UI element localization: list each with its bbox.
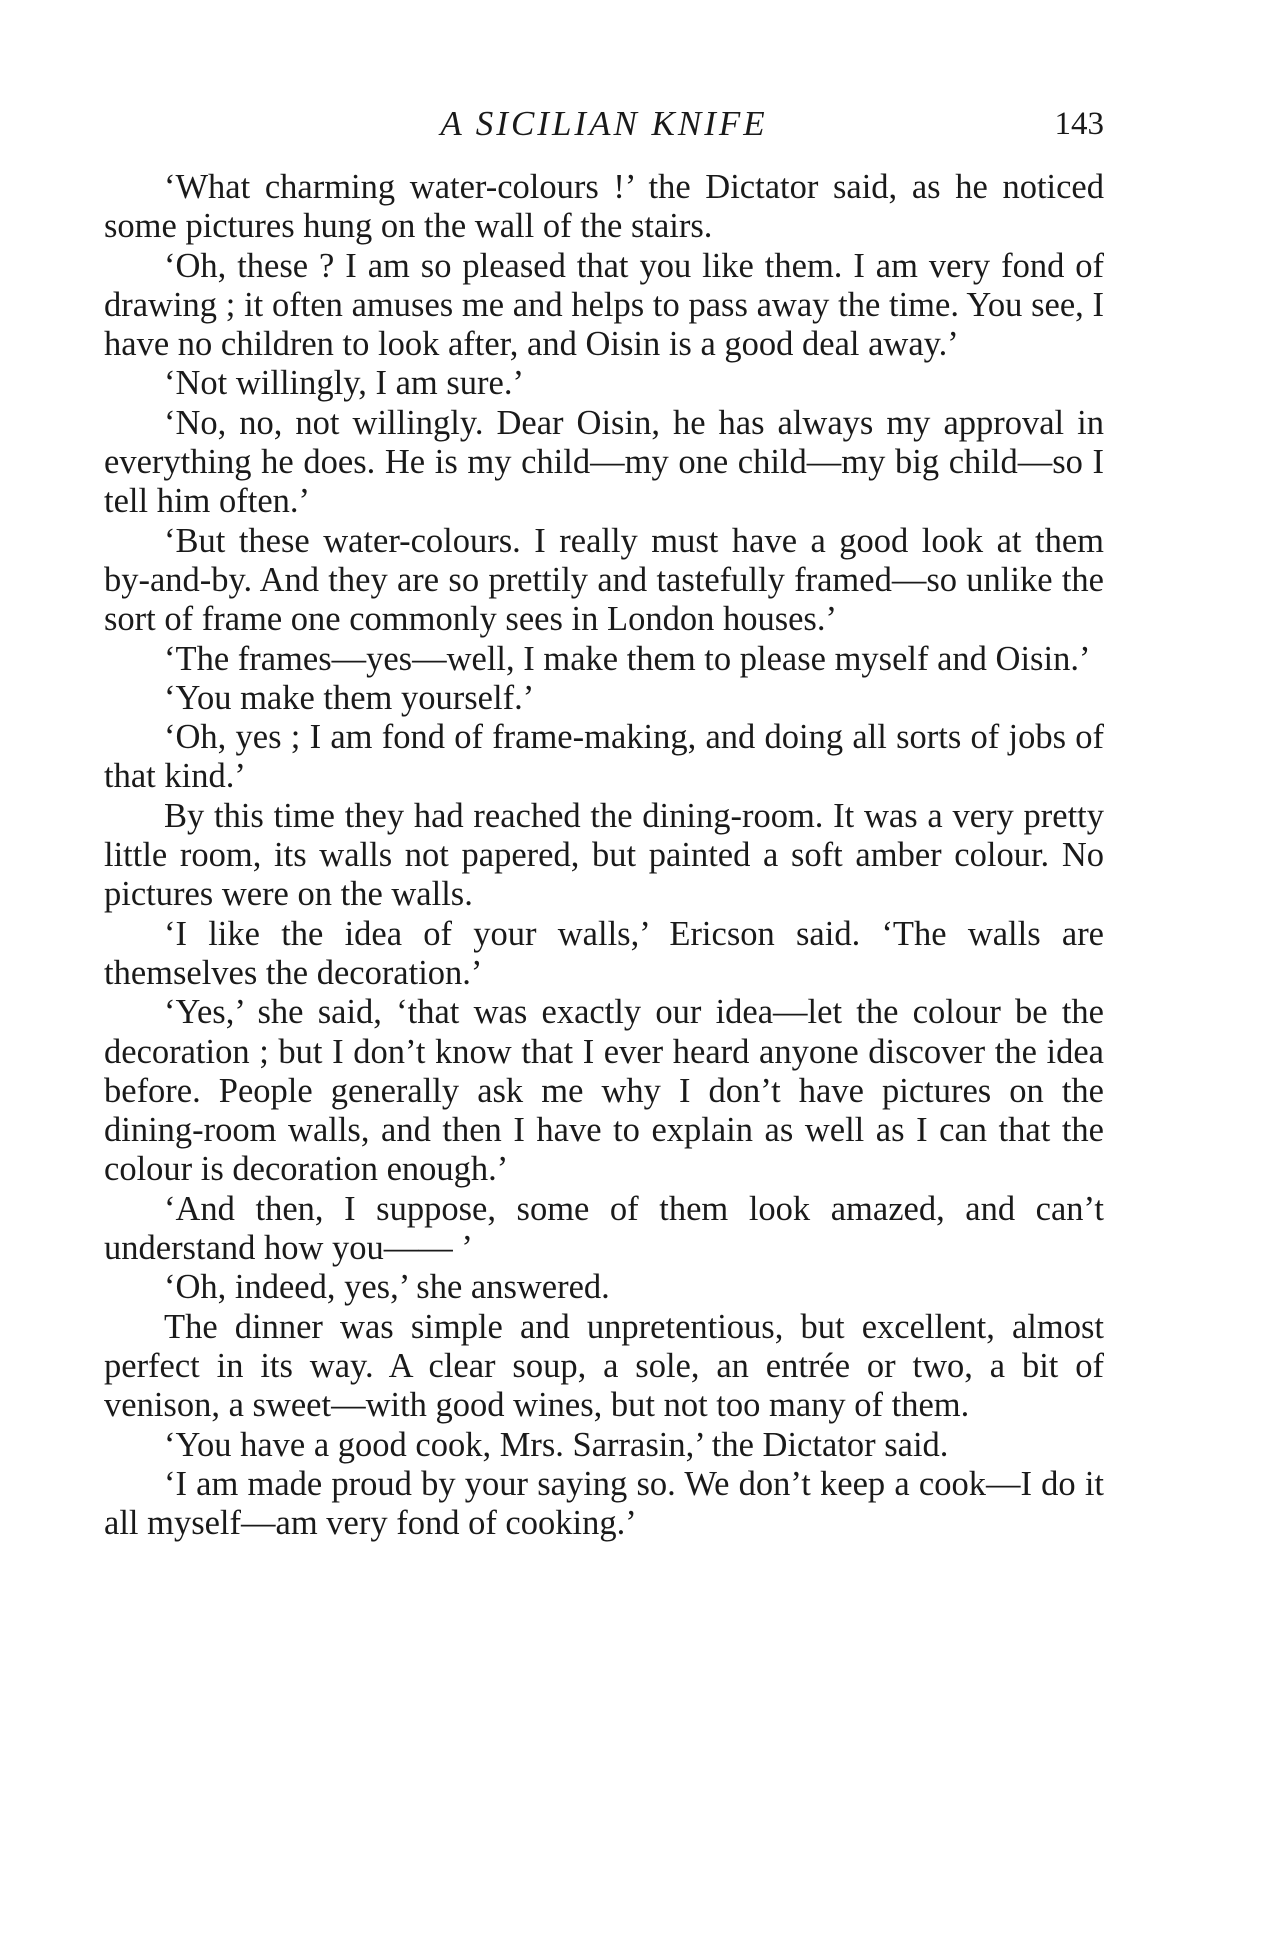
- paragraph-9: By this time they had reached the dining-room. It was a very pretty little room, its walls not papered, but painted a soft amber colour. No pictures were on the walls.: [104, 796, 1104, 914]
- running-title: A SICILIAN KNIFE: [440, 104, 768, 143]
- running-head: [104, 102, 1104, 146]
- paragraph-4: ‘No, no, not willingly. Dear Oisin, he has always my approval in everything he does. He is my child—my one child—my big child—so I tell him often.’: [104, 403, 1104, 521]
- paragraph-2: ‘Oh, these ? I am so pleased that you like them. I am very fond of drawing ; it often amuses me and helps to pass away the time. You see, I have no children to look after, and Oisin is a good deal away.’: [104, 246, 1104, 364]
- paragraph-7: ‘You make them yourself.’: [164, 678, 535, 717]
- paragraph-8: ‘Oh, yes ; I am fond of frame-making, and doing all sorts of jobs of that kind.’: [104, 718, 1104, 796]
- paragraph-5: ‘But these water-colours. I really must have a good look at them by-and-by. And they are so prettily and tastefully framed—so unlike the sort of frame one commonly sees in London houses.’: [104, 521, 1104, 639]
- page-number: 143: [1054, 106, 1104, 142]
- paragraph-15: ‘You have a good cook, Mrs. Sarrasin,’ the Dictator said.: [164, 1425, 949, 1464]
- paragraph-12: ‘And then, I suppose, some of them look amazed, and can’t understand how you—— ’: [104, 1189, 1104, 1268]
- paragraph-3: ‘Not willingly, I am sure.’: [164, 364, 524, 403]
- paragraph-11: ‘Yes,’ she said, ‘that was exactly our idea—let the colour be the decoration ; but I don’t know that I ever heard anyone discover the idea before. People generally ask me why I don’t have pictures on the dining-room walls, and then I have to explain as well as I can that the colour is decoration enough.’: [104, 993, 1104, 1189]
- paragraph-6: ‘The frames—yes—well, I make them to please myself and Oisin.’: [164, 639, 1091, 678]
- paragraph-13: ‘Oh, indeed, yes,’ she answered.: [164, 1268, 610, 1307]
- paragraph-10: ‘I like the idea of your walls,’ Ericson said. ‘The walls are themselves the decoration.’: [104, 914, 1104, 992]
- paragraph-16: ‘I am made proud by your saying so. We don’t keep a cook—I do it all myself—am very fond of cooking.’: [104, 1464, 1104, 1543]
- body-text: [104, 168, 1104, 1543]
- paragraph-1: ‘What charming water-colours !’ the Dictator said, as he noticed some pictures hung on the wall of the stairs.: [104, 168, 1104, 246]
- paragraph-14: The dinner was simple and unpretentious, but excellent, almost perfect in its way. A clear soup, a sole, an entrée or two, a bit of venison, a sweet—with good wines, but not too many of them.: [104, 1307, 1104, 1425]
